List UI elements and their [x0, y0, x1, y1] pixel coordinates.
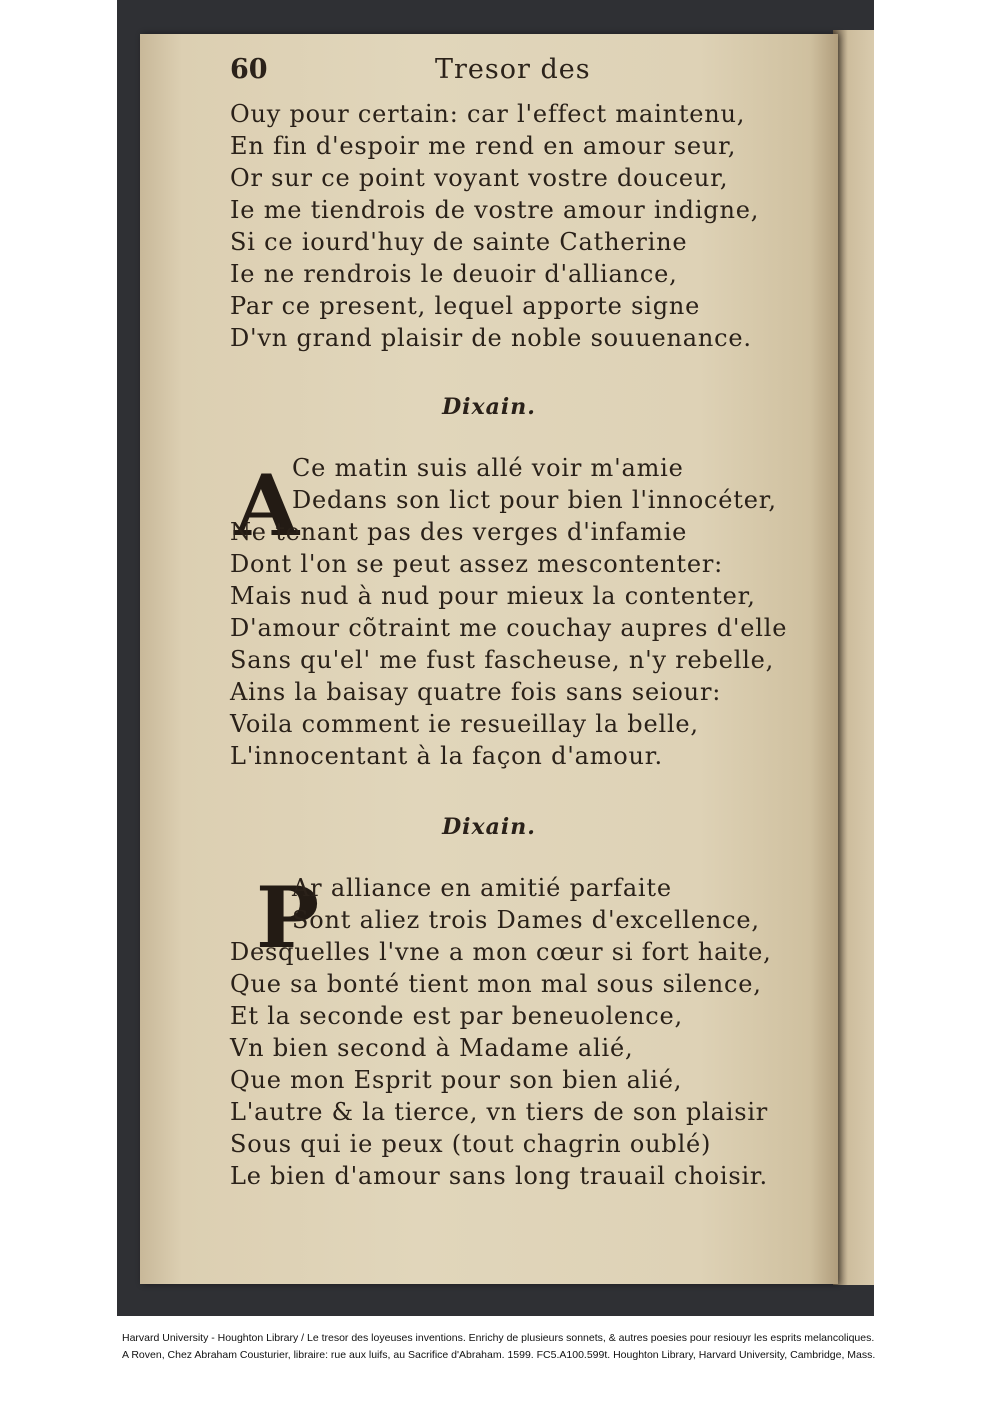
verse-line: Sans qu'el' me fust fascheuse, n'y rebelle,	[230, 646, 775, 674]
caption-line-2: A Roven, Chez Abraham Cousturier, libraire: rue aux luifs, au Sacrifice d'Abraham. 1599. FC5.A100.599t. Houghton Library, Harvard University, Cambridge, Mass.	[122, 1349, 876, 1361]
dixain-2	[230, 868, 830, 1192]
stanza-1	[230, 98, 830, 354]
verse-line: Desquelles l'vne a mon cœur si fort haite,	[230, 938, 772, 966]
verse-line: Ie me tiendrois de vostre amour indigne,	[230, 196, 760, 224]
verse-line: Et la seconde est par beneuolence,	[230, 1002, 683, 1030]
dixain-1	[230, 452, 830, 772]
running-title: Tresor des	[435, 54, 591, 85]
source-caption	[122, 1330, 882, 1364]
page-number: 60	[230, 54, 268, 85]
section-heading: Dixain.	[442, 394, 536, 420]
verse-line: Que sa bonté tient mon mal sous silence,	[230, 970, 762, 998]
verse-line: Que mon Esprit pour son bien alié,	[230, 1066, 683, 1094]
drop-cap: P	[256, 868, 320, 967]
verse-line: Ne tenant pas des verges d'infamie	[230, 518, 688, 546]
verse-line: Voila comment ie resueillay la belle,	[230, 710, 699, 738]
verse-line: L'innocentant à la façon d'amour.	[230, 742, 663, 770]
verse-line: Sous qui ie peux (tout chagrin oublé)	[230, 1130, 712, 1158]
verse-line: Si ce iourd'huy de sainte Catherine	[230, 228, 688, 256]
verse-line: D'amour cõtraint me couchay aupres d'elle	[230, 614, 788, 642]
verse-line: Dont l'on se peut assez mescontenter:	[230, 550, 724, 578]
running-head	[230, 54, 790, 90]
drop-cap: A	[234, 456, 300, 555]
verse-line: Ie ne rendrois le deuoir d'alliance,	[230, 260, 678, 288]
verse-line: D'vn grand plaisir de noble souuenance.	[230, 324, 752, 352]
book-page	[140, 34, 838, 1284]
verse-line: Ar alliance en amitié parfaite	[292, 874, 672, 902]
verse-line: Sont aliez trois Dames d'excellence,	[292, 906, 760, 934]
verse-line: Mais nud à nud pour mieux la contenter,	[230, 582, 756, 610]
verse-line: Ce matin suis allé voir m'amie	[292, 454, 684, 482]
verse-line: Ouy pour certain: car l'effect maintenu,	[230, 100, 746, 128]
verse-line: Or sur ce point voyant vostre douceur,	[230, 164, 729, 192]
caption-line-1: Harvard University - Houghton Library / Le tresor des loyeuses inventions. Enrichy de plusieurs sonnets, & autres poesies pour resiouyr les esprits melancoliques.	[122, 1332, 875, 1344]
scan-image	[117, 0, 874, 1316]
verse-line: Dedans son lict pour bien l'innocéter,	[292, 486, 777, 514]
verse-line: En fin d'espoir me rend en amour seur,	[230, 132, 737, 160]
verse-line: Par ce present, lequel apporte signe	[230, 292, 701, 320]
next-page-edge	[833, 30, 874, 1285]
verse-line: L'autre & la tierce, vn tiers de son plaisir	[230, 1098, 769, 1126]
section-heading: Dixain.	[442, 814, 536, 840]
verse-line: Le bien d'amour sans long trauail choisir.	[230, 1162, 768, 1190]
verse-line: Ains la baisay quatre fois sans seiour:	[230, 678, 722, 706]
verse-line: Vn bien second à Madame alié,	[230, 1034, 634, 1062]
